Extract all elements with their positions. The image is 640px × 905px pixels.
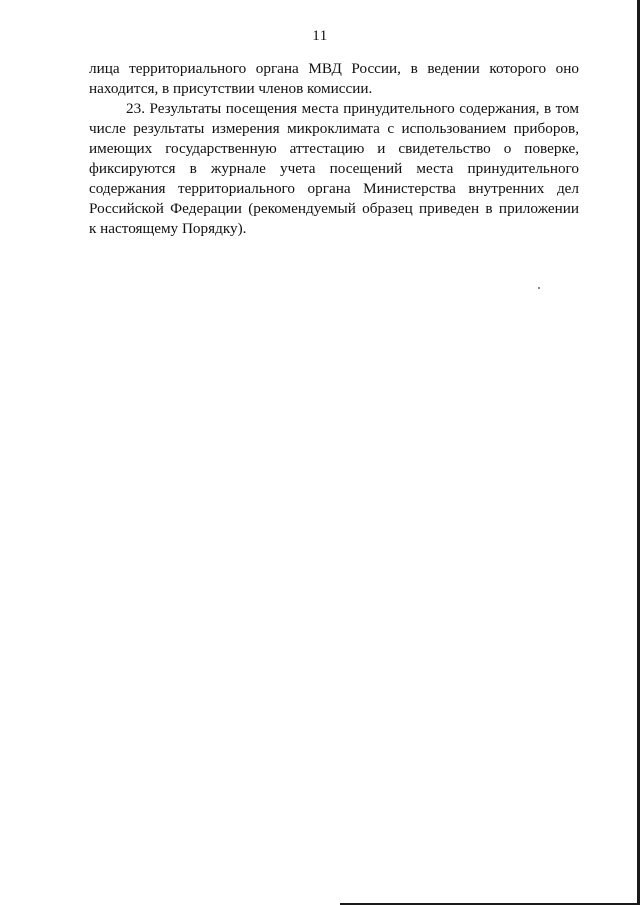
page-number: 11 [312,28,328,44]
text-line: имеющих государственную аттестацию и свидетельство о поверке, [89,140,579,157]
text-line: фиксируются в журнале учета посещений места принудительного [89,160,579,177]
text-line: Российской Федерации (рекомендуемый образец приведен в приложении [89,200,579,217]
text-line: 23. Результаты посещения места принудительного содержания, в том [126,100,579,117]
text-line: числе результаты измерения микроклимата с использованием приборов, [89,120,579,137]
text-line: к настоящему Порядку). [89,220,247,237]
text-line: содержания территориального органа Министерства внутренних дел [89,180,579,197]
scan-speck [538,287,540,289]
text-line: лица территориального органа МВД России, в ведении которого оно [89,60,579,77]
text-line: находится, в присутствии членов комиссии. [89,80,373,97]
